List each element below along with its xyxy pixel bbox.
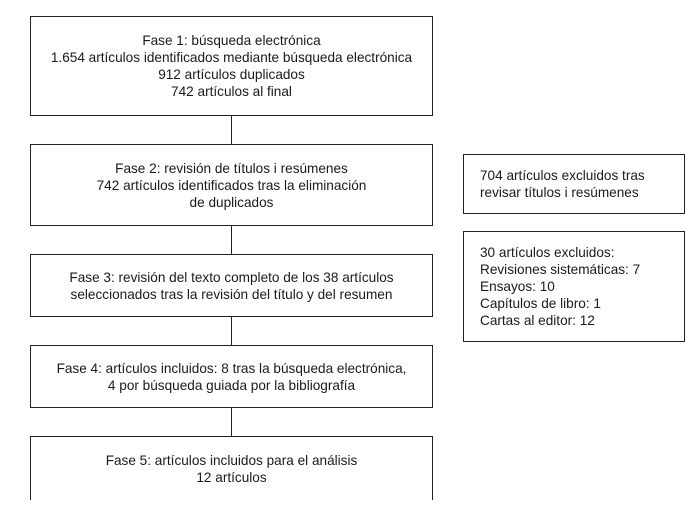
exclusion-2-count: 30 artículos excluidos: <box>480 245 615 260</box>
phase-5-title: Fase 5: artículos incluidos para el análisis <box>105 452 358 468</box>
exclusion-1-count: 704 artículos excluidos tras <box>480 168 645 183</box>
phase-2-box <box>30 144 433 226</box>
phase-4-title: Fase 4: artículos incluidos: 8 tras la búsqueda electrónica, <box>56 360 407 376</box>
connector-phase3-phase4 <box>231 317 232 345</box>
phase-2-identified: 742 artículos identificados tras la eliminación <box>96 177 367 193</box>
phase-5-box <box>30 436 433 500</box>
connector-phase1-phase2 <box>231 116 232 144</box>
phase-1-duplicates: 912 artículos duplicados <box>158 67 305 82</box>
phase-4-box <box>30 345 433 408</box>
phase-3-detail: seleccionados tras la revisión del título y del resumen <box>70 286 393 302</box>
phase-1-final: 742 artículos al final <box>171 84 292 99</box>
exclusion-box-titles-abstracts <box>463 154 685 214</box>
exclusion-2-trials: Ensayos: 10 <box>480 279 555 294</box>
connector-phase2-phase3 <box>231 226 232 254</box>
phase-4-detail: 4 por búsqueda guiada por la bibliografía <box>107 377 356 393</box>
phase-5-count: 12 artículos <box>196 469 267 485</box>
connector-phase4-phase5 <box>231 408 232 436</box>
exclusion-2-book-chapters: Capítulos de libro: 1 <box>480 296 601 311</box>
exclusion-box-full-text <box>463 231 685 342</box>
exclusion-2-letters: Cartas al editor: 12 <box>480 313 595 328</box>
phase-3-box <box>30 254 433 317</box>
phase-1-identified: 1.654 artículos identificados mediante búsqueda electrónica <box>50 50 413 65</box>
phase-3-title: Fase 3: revisión del texto completo de los 38 artículos <box>69 269 394 285</box>
phase-2-title: Fase 2: revisión de títulos i resúmenes <box>115 160 348 176</box>
phase-2-identified-cont: de duplicados <box>189 194 274 210</box>
exclusion-2-systematic-reviews: Revisiones sistemáticas: 7 <box>480 262 641 277</box>
exclusion-1-reason: revisar títulos i resúmenes <box>480 185 639 200</box>
phase-1-title: Fase 1: búsqueda electrónica <box>142 33 321 48</box>
phase-1-box <box>30 16 433 116</box>
